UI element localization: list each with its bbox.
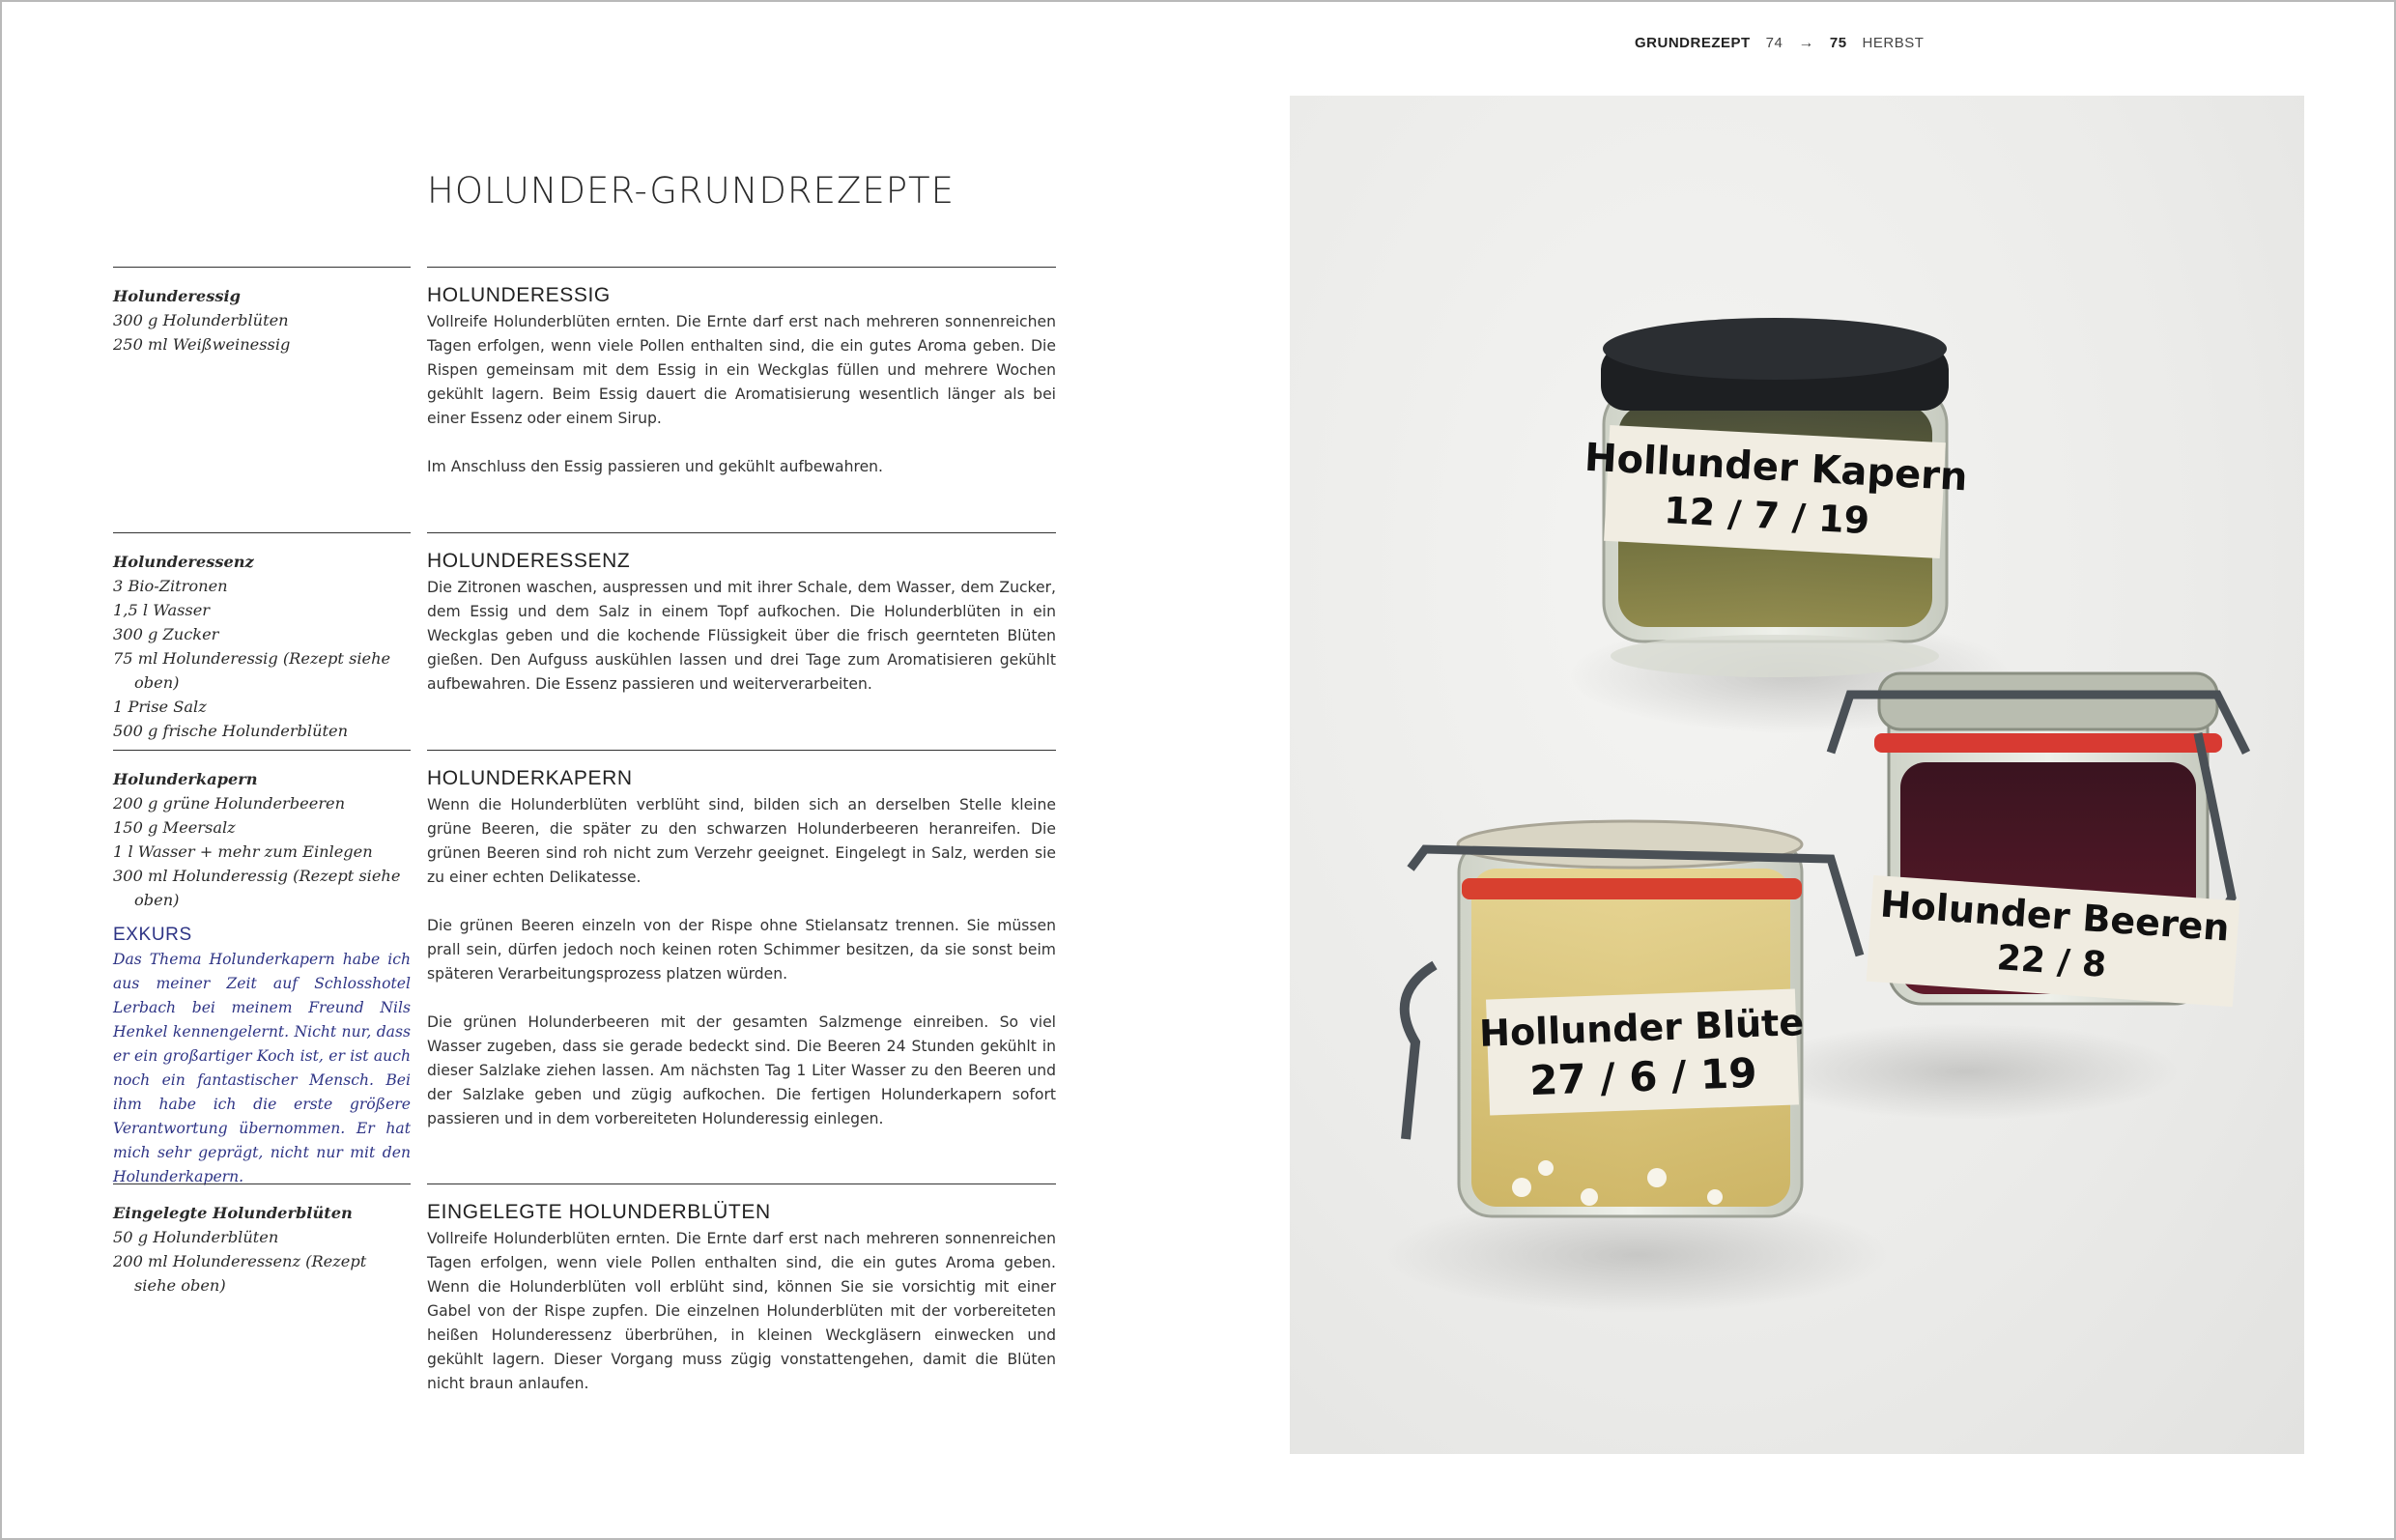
ingredient-item: 1,5 l Wasser bbox=[113, 601, 211, 619]
header-page-right: 75 bbox=[1829, 35, 1847, 51]
label-line2: 27 / 6 / 19 bbox=[1528, 1048, 1758, 1105]
exkurs-box bbox=[113, 923, 411, 1189]
exkurs-title: EXKURS bbox=[113, 925, 192, 945]
header-season: HERBST bbox=[1862, 35, 1925, 51]
ingredient-title: Eingelegte Holunderblüten bbox=[113, 1204, 353, 1222]
jar-kapern bbox=[1583, 318, 1969, 677]
recipe-paragraph: Die Zitronen waschen, auspressen und mit ihrer Schale, dem Wasser, dem Zucker, dem Essig und dem Salz in einem Topf aufkochen. Die Holunderblüten in ein Weckglas geben und die kochende Flüssigkeit über die frisch geernteten Blüten gießen. Den Aufguss auskühlen lassen und drei Tage zum Aromatisieren gekühlt aufbewahren. Die Essenz passieren und weiterverarbeiten. bbox=[427, 579, 1056, 693]
divider bbox=[113, 750, 411, 751]
recipe-paragraph: Im Anschluss den Essig passieren und gekühlt aufbewahren. bbox=[427, 458, 883, 475]
recipe-paragraph: Wenn die Holunderblüten verblüht sind, bilden sich an derselben Stelle kleine grüne Beeren, die später zu den schwarzen Holunderbeeren heranreifen. Die grünen Beeren sind roh nicht zum Verzehr geeignet. Eingelegt in Salz, werden sie zu einer echten Delikatesse. bbox=[427, 796, 1056, 886]
ingredient-list bbox=[113, 284, 411, 356]
divider bbox=[113, 532, 411, 533]
ingredient-item: 50 g Holunderblüten bbox=[113, 1228, 279, 1246]
recipe-paragraph: Die grünen Holunderbeeren mit der gesamten Salzmenge einreiben. So viel Wasser zugeben, dass sie gerade bedeckt sind. Die Beeren 24 Stunden gekühlt in dieser Salzlake ziehen lassen. Am nächsten Tag 1 Liter Wasser zu den Beeren und der Salzlake geben und zügig aufkochen. Die fertigen Holunderkapern sofort passieren und in dem vorbereiteten Holunderessig einlegen. bbox=[427, 1013, 1056, 1127]
recipe-heading: HOLUNDERESSENZ bbox=[427, 550, 631, 572]
header-page-left: 74 bbox=[1765, 35, 1783, 51]
recipe-body bbox=[427, 765, 1056, 1155]
ingredient-item: 250 ml Weißweinessig bbox=[113, 335, 291, 354]
recipe-body bbox=[427, 1199, 1056, 1420]
shadow bbox=[1754, 1023, 2179, 1120]
arrow-right-icon: → bbox=[1798, 35, 1814, 51]
ingredient-item: 300 g Zucker bbox=[113, 625, 219, 643]
divider bbox=[427, 532, 1056, 533]
page-title: HOLUNDER-GRUNDREZEPTE bbox=[427, 170, 955, 212]
ingredient-item: 75 ml Holunderessig (Rezept siehe oben) bbox=[113, 649, 391, 692]
jars-photo bbox=[1290, 96, 2304, 1454]
label-line1: Holunder Beeren bbox=[1878, 882, 2231, 950]
recipe-paragraph: Vollreife Holunderblüten ernten. Die Ernte darf erst nach mehreren sonnenreichen Tagen erfolgen, wenn viele Pollen enthalten sind, die ein gutes Aroma geben. Wenn die Holunderblüten voll erblüht sind, können Sie sie vorsichtig mit einer Gabel von der Rispe zupfen. Die einzelnen Holunderblüten mit der vorbereiteten heißen Holunderessenz überbrühen, in kleinen Weckgläsern einwecken und gekühlt lagern. Dieser Vorgang muss zügig vonstattengehen, damit die Blüten nicht braun anlaufen. bbox=[427, 1230, 1056, 1392]
ingredient-item: 200 g grüne Holunderbeeren bbox=[113, 794, 346, 813]
exkurs-text: Das Thema Holunderkapern habe ich aus meiner Zeit auf Schlosshotel Lerbach bei meinem Freund Nils Henkel kennengelernt. Nicht nur, dass er ein großartiger Koch ist, er ist auch noch ein fantastischer Mensch. Bei ihm habe ich die erste größere Verantwortung übernommen. Er hat mich sehr geprägt, nicht nur mit den Holunderkapern. bbox=[113, 951, 411, 1185]
ingredient-title: Holunderessig bbox=[113, 287, 241, 305]
ingredient-list bbox=[113, 767, 411, 912]
ingredient-item: 200 ml Holunderessenz (Rezept siehe oben) bbox=[113, 1252, 367, 1295]
running-header bbox=[1635, 35, 1924, 52]
recipe-body bbox=[427, 548, 1056, 721]
ingredient-item: 150 g Meersalz bbox=[113, 818, 236, 837]
jars-illustration bbox=[1290, 96, 2304, 1454]
divider bbox=[113, 267, 411, 268]
header-section: GRUNDREZEPT bbox=[1635, 35, 1751, 51]
recipe-paragraph: Vollreife Holunderblüten ernten. Die Ernte darf erst nach mehreren sonnenreichen Tagen erfolgen, wenn viele Pollen enthalten sind, die ein gutes Aroma geben. Die Rispen gemeinsam mit dem Essig in ein Weckglas füllen und mehrere Wochen gekühlt lagern. Beim Essig dauert die Aromatisierung wesentlich länger als bei einer Essenz oder einem Sirup. bbox=[427, 313, 1056, 427]
ingredient-list bbox=[113, 1201, 411, 1298]
divider bbox=[427, 750, 1056, 751]
recipe-heading: EINGELEGTE HOLUNDERBLÜTEN bbox=[427, 1201, 771, 1223]
jar-bluete bbox=[1405, 821, 1860, 1216]
ingredient-item: 1 l Wasser + mehr zum Einlegen bbox=[113, 842, 373, 861]
ingredient-item: 500 g frische Holunderblüten bbox=[113, 722, 349, 740]
ingredient-title: Holunderkapern bbox=[113, 770, 258, 788]
ingredient-list bbox=[113, 550, 411, 743]
recipe-heading: HOLUNDERESSIG bbox=[427, 284, 611, 306]
ingredient-item: 300 g Holunderblüten bbox=[113, 311, 289, 329]
recipe-body bbox=[427, 282, 1056, 503]
ingredient-item: 1 Prise Salz bbox=[113, 698, 207, 716]
ingredient-item: 3 Bio-Zitronen bbox=[113, 577, 228, 595]
jar-beeren bbox=[1831, 673, 2246, 1007]
ingredient-item: 300 ml Holunderessig (Rezept siehe oben) bbox=[113, 867, 401, 909]
ingredient-title: Holunderessenz bbox=[113, 553, 254, 571]
recipe-heading: HOLUNDERKAPERN bbox=[427, 767, 633, 789]
recipe-paragraph: Die grünen Beeren einzeln von der Rispe ohne Stielansatz trennen. Sie müssen prall sein, dürfen jedoch noch keinen roten Schimmer besitzen, da sie sonst beim späteren Verarbeitungsprozess platzen würden. bbox=[427, 917, 1056, 983]
label-line2: 12 / 7 / 19 bbox=[1663, 489, 1871, 543]
label-line2: 22 / 8 bbox=[1995, 938, 2108, 985]
label-line1: Hollunder Kapern bbox=[1583, 435, 1969, 500]
label-line1: Hollunder Blüte bbox=[1478, 1001, 1805, 1055]
divider bbox=[427, 267, 1056, 268]
